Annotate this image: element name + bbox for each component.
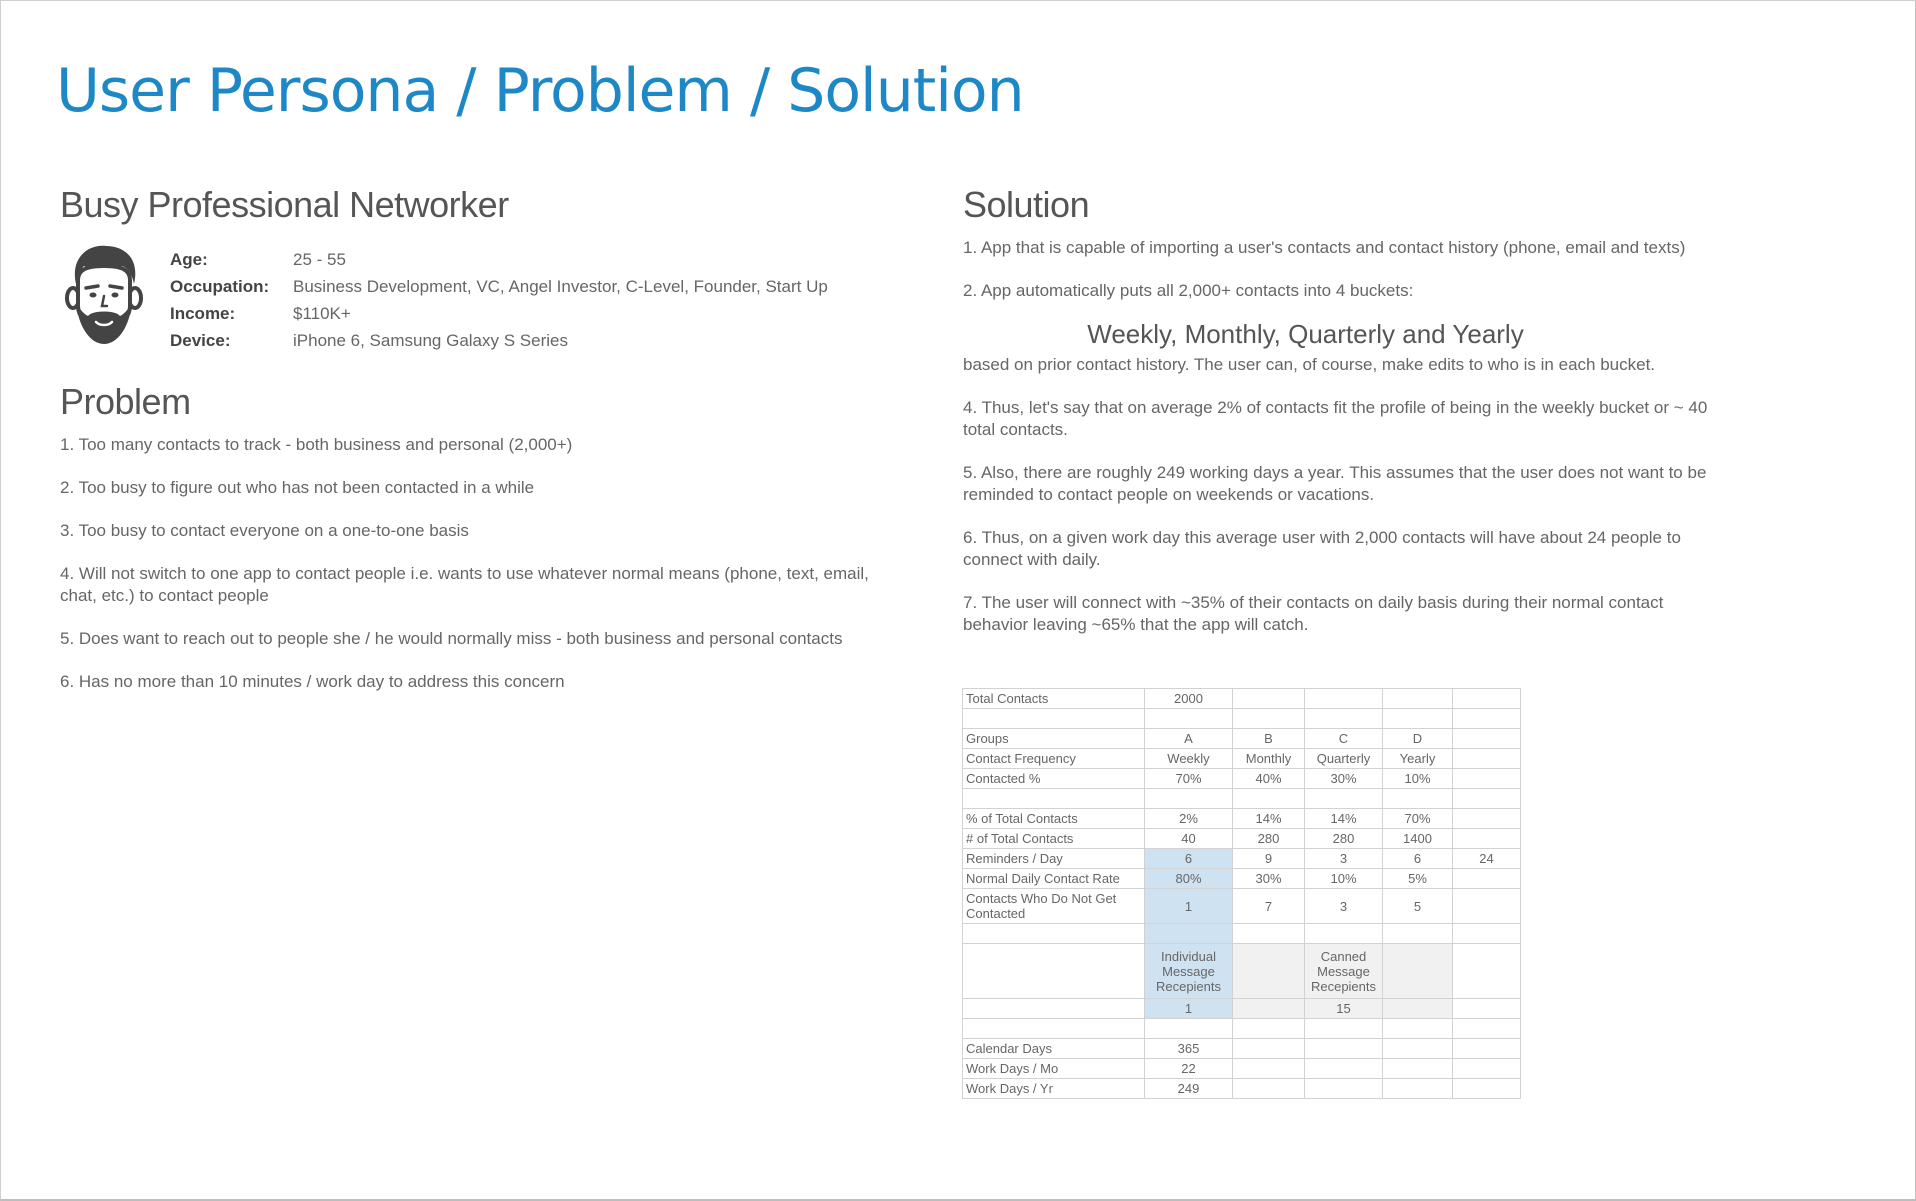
solution-item: 4. Thus, let's say that on average 2% of contacts fit the profile of being in the weekly bucket or ~ 40 total contacts. [963,398,1708,439]
table-cell [1233,689,1305,709]
table-cell: 30% [1305,769,1383,789]
table-cell [1305,1039,1383,1059]
table-cell: 14% [1305,809,1383,829]
row-label-cell: Normal Daily Contact Rate [963,869,1145,889]
table-cell [1383,999,1453,1019]
contact-calculation-table [962,688,1521,1099]
table-cell: 1400 [1383,829,1453,849]
solution-item: based on prior contact history. The user can, of course, make edits to who is in each bucket. [963,355,1656,374]
table-cell [1453,869,1521,889]
table-cell [1453,1059,1521,1079]
table-cell [1453,749,1521,769]
table-cell: 15 [1305,999,1383,1019]
age-label: Age: [170,249,208,269]
device-value: iPhone 6, Samsung Galaxy S Series [293,330,568,350]
table-cell [1383,1059,1453,1079]
income-label: Income: [170,303,236,323]
table-cell: 10% [1305,869,1383,889]
table-row [963,1019,1521,1039]
row-label-cell [963,944,1145,999]
problem-item: 5. Does want to reach out to people she / he would normally miss - both business and personal contacts [60,629,843,648]
persona-row-age [170,246,828,273]
table-row [963,1039,1521,1059]
table-cell: 2000 [1145,689,1233,709]
table-row [963,729,1521,749]
row-label-cell: % of Total Contacts [963,809,1145,829]
table-cell: A [1145,729,1233,749]
table-cell [1383,944,1453,999]
solution-buckets: Weekly, Monthly, Quarterly and Yearly [1087,319,1524,349]
bearded-man-icon [62,240,146,352]
table-cell [1233,924,1305,944]
table-cell [1233,944,1305,999]
table-cell [1453,999,1521,1019]
problem-item: 1. Too many contacts to track - both business and personal (2,000+) [60,435,573,454]
table-cell: Monthly [1233,749,1305,769]
table-row [963,709,1521,729]
solution-item: 2. App automatically puts all 2,000+ contacts into 4 buckets: [963,281,1414,300]
table-cell: 249 [1145,1079,1233,1099]
row-label-cell: Contacts Who Do Not Get Contacted [963,889,1145,924]
table-row [963,869,1521,889]
row-label-cell: Work Days / Mo [963,1059,1145,1079]
table-cell: B [1233,729,1305,749]
row-label-cell [963,709,1145,729]
table-cell: Yearly [1383,749,1453,769]
device-label: Device: [170,330,231,350]
table-row [963,689,1521,709]
problem-list [60,434,870,714]
table-cell: 80% [1145,869,1233,889]
table-cell: 3 [1305,889,1383,924]
table-cell [1145,924,1233,944]
row-label-cell: Reminders / Day [963,849,1145,869]
table-cell: 6 [1145,849,1233,869]
table-row [963,999,1521,1019]
table-cell [1233,1059,1305,1079]
table-cell [1383,789,1453,809]
table-cell [1383,924,1453,944]
table-row [963,769,1521,789]
table-cell [1305,1019,1383,1039]
persona-row-occupation [170,273,828,300]
table-cell [1233,1079,1305,1099]
solution-item: 1. App that is capable of importing a user's contacts and contact history (phone, email and texts) [963,238,1686,257]
table-cell [1305,1059,1383,1079]
table-cell: 70% [1383,809,1453,829]
table-cell [1453,1019,1521,1039]
solution-list [963,237,1708,657]
table-cell: 5 [1383,889,1453,924]
table-cell: D [1383,729,1453,749]
table-cell: 24 [1453,849,1521,869]
problem-heading: Problem [60,381,191,422]
table-cell: 280 [1305,829,1383,849]
table-row [963,829,1521,849]
table-cell: 40 [1145,829,1233,849]
table-cell: 30% [1233,869,1305,889]
table-cell [1145,789,1233,809]
table-cell [1233,789,1305,809]
table-row [963,1079,1521,1099]
table-cell [1383,1019,1453,1039]
table-cell [1453,1079,1521,1099]
table-cell: 22 [1145,1059,1233,1079]
problem-item: 2. Too busy to figure out who has not been contacted in a while [60,478,535,497]
solution-item: 6. Thus, on a given work day this average user with 2,000 contacts will have about 24 people to connect with daily. [963,528,1681,569]
table-cell: C [1305,729,1383,749]
table-cell: 5% [1383,869,1453,889]
table-cell: Canned Message Recepients [1305,944,1383,999]
table-cell: 9 [1233,849,1305,869]
occupation-label: Occupation: [170,276,270,296]
table-cell [1453,709,1521,729]
table-cell [1233,709,1305,729]
row-label-cell: Contact Frequency [963,749,1145,769]
row-label-cell [963,924,1145,944]
table-cell [1453,1039,1521,1059]
row-label-cell: Calendar Days [963,1039,1145,1059]
table-row [963,924,1521,944]
persona-heading: Busy Professional Networker [60,184,509,225]
persona-row-income [170,300,828,327]
occupation-value: Business Development, VC, Angel Investor, C-Level, Founder, Start Up [293,276,828,296]
table-cell [1453,829,1521,849]
table-cell: Individual Message Recepients [1145,944,1233,999]
table-cell [1233,999,1305,1019]
table-cell: 70% [1145,769,1233,789]
table-cell [1305,924,1383,944]
table-cell [1145,1019,1233,1039]
table-row [963,889,1521,924]
table-cell [1305,789,1383,809]
table-row [963,1059,1521,1079]
table-cell: 1 [1145,999,1233,1019]
table-cell: 280 [1233,829,1305,849]
table-row [963,849,1521,869]
table-row [963,749,1521,769]
table-cell: 40% [1233,769,1305,789]
table-cell [1453,689,1521,709]
table-cell [1383,1079,1453,1099]
table-cell [1305,709,1383,729]
table-cell [1453,769,1521,789]
row-label-cell [963,789,1145,809]
row-label-cell: Groups [963,729,1145,749]
income-value: $110K+ [293,303,351,323]
table-cell: 2% [1145,809,1233,829]
age-value: 25 - 55 [293,249,346,269]
table-row [963,944,1521,999]
row-label-cell [963,999,1145,1019]
table-cell: 10% [1383,769,1453,789]
table-cell [1453,729,1521,749]
row-label-cell: # of Total Contacts [963,829,1145,849]
table-cell: 365 [1145,1039,1233,1059]
table-cell [1233,1039,1305,1059]
table-cell [1383,709,1453,729]
table-cell [1453,889,1521,924]
table-cell: 6 [1383,849,1453,869]
table-cell: 1 [1145,889,1233,924]
table-cell [1453,944,1521,999]
table-row [963,789,1521,809]
table-cell [1383,1039,1453,1059]
table-cell [1233,1019,1305,1039]
solution-heading: Solution [963,184,1090,225]
solution-item: 5. Also, there are roughly 249 working days a year. This assumes that the user does not want to be reminded to contact people on weekends or vacations. [963,463,1707,504]
problem-item: 6. Has no more than 10 minutes / work day to address this concern [60,672,565,691]
table-row [963,809,1521,829]
row-label-cell: Work Days / Yr [963,1079,1145,1099]
row-label-cell: Total Contacts [963,689,1145,709]
table-cell [1145,709,1233,729]
page-title: User Persona / Problem / Solution [56,56,1024,126]
table-cell: 3 [1305,849,1383,869]
persona-row-device [170,327,828,354]
solution-item: 7. The user will connect with ~35% of their contacts on daily basis during their normal contact behavior leaving ~65% that the app will catch. [963,593,1664,634]
problem-item: 4. Will not switch to one app to contact people i.e. wants to use whatever normal means (phone, text, email, chat, etc.) to contact people [60,564,869,605]
table-cell: Quarterly [1305,749,1383,769]
table-cell [1453,789,1521,809]
row-label-cell [963,1019,1145,1039]
table-cell [1383,689,1453,709]
persona-details [170,246,828,354]
table-cell: Weekly [1145,749,1233,769]
table-cell: 7 [1233,889,1305,924]
table-cell [1305,1079,1383,1099]
table-cell [1453,809,1521,829]
table-cell [1453,924,1521,944]
table-cell [1305,689,1383,709]
table-cell: 14% [1233,809,1305,829]
problem-item: 3. Too busy to contact everyone on a one-to-one basis [60,521,469,540]
row-label-cell: Contacted % [963,769,1145,789]
